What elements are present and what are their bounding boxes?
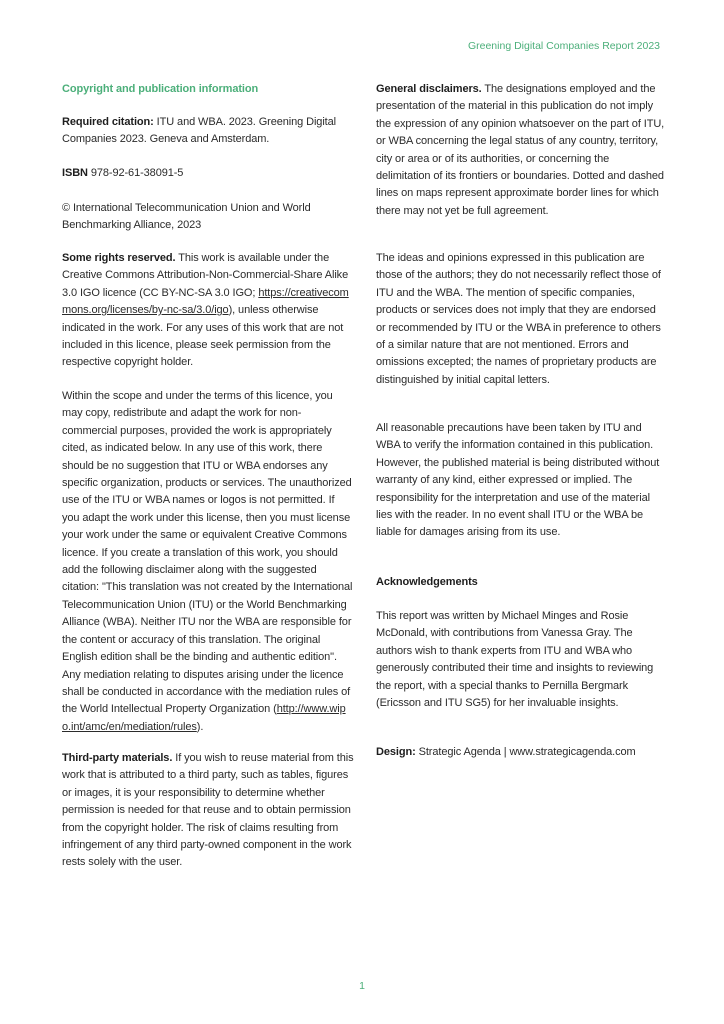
rights-label: Some rights reserved. [62,252,176,264]
design-text: Strategic Agenda | www.strategicagenda.com [415,746,636,758]
design-label: Design: [376,746,416,758]
section-heading: Copyright and publication information [62,83,259,95]
scope-paragraph [62,388,354,736]
running-header: Greening Digital Companies Report 2023 [467,40,660,52]
third-party-label: Third-party materials. [62,752,173,764]
citation-label: Required citation: [62,116,154,128]
design-credit [376,744,666,761]
wipo-link[interactable]: http://www.wipo.int/amc/en/mediation/rules [62,703,346,733]
citation-text: ITU and WBA. 2023. Greening Digital Companies 2023. Geneva and Amsterdam. [62,116,336,146]
page-number: 1 [359,980,365,992]
precautions-paragraph: All reasonable precautions have been taken by ITU and WBA to verify the information contained in this publication. However, the published material is being distributed without warranty of any kind, either expressed or implied. The responsibility for the interpretation and use of the material lies with the reader. In no event shall ITU or the WBA be liable for damages arising from its use. [376,422,660,539]
isbn [62,165,354,182]
rights-paragraph [62,250,354,372]
scope-text-after: ). [196,720,204,733]
cc-license-link[interactable]: https://creativecommons.org/licenses/by-nc-sa/3.0/igo [62,286,349,317]
copyright-notice: © International Telecommunication Union and World Benchmarking Alliance, 2023 [62,202,311,232]
general-text: The designations employed and the presentation of the material in this publication do not imply the expression of any opinion whatsoever on the part of ITU, or WBA concerning the legal status of any country, territory, city or area or of its authorities, or concerning the delimitation of its frontiers or boundaries. Dotted and dashed lines on maps represent approximate border lines for which there may not yet be full agreement. [376,83,665,217]
acknowledgements-title: Acknowledgements [376,576,478,588]
rights-text: This work is available under the Creative Commons Attribution-Non-Commercial-Share Alike 3.0 IGO licence (CC BY-NC-SA 3.0 IGO; [62,252,349,299]
acknowledgements-heading [376,574,666,591]
general-disclaimers [376,81,666,220]
isbn-label: ISBN [62,167,88,179]
scope-text: Within the scope and under the terms of this licence, you may copy, redistribute and adapt the work for non-commercial purposes, provided the work is appropriately cited, as indicated below. In any use of this work, there should be no suggestion that ITU or WBA endorses any specific organization, products or services. The unauthorized use of the ITU or WBA names or logos is not permitted. If you adapt the work under this license, then you must license your work under the same or equivalent Creative Commons licence. If you create a translation of this work, you should add the following disclaimer along with the suggested citation: "This translation was not created by the International Telecommunication Union (ITU) or the World Benchmarking Alliance (WBA). Neither ITU nor the WBA are responsible for the content or accuracy of this translation. The original English edition shall be the binding and authentic edition". Any mediation relating to disputes arising under the licence shall be conducted in accordance with the mediation rules of the World Intellectual Property Organization ( [62,390,353,716]
ideas-paragraph: The ideas and opinions expressed in this publication are those of the authors; they do not necessarily reflect those of ITU and the WBA. The mention of specific companies, products or services does not imply that they are endorsed or recommended by ITU or the WBA in preference to others of a similar nature that are not mentioned. Errors and omissions excepted; the names of proprietary products are distinguished by initial capital letters. [376,252,661,386]
third-party-text: If you wish to reuse material from this work that is attributed to a third party, such as tables, figures or images, it is your responsibility to determine whether permission is needed for that reuse and to obtain permission from the copyright holder. The risk of claims resulting from infringement of any third party-owned component in the work rests solely with the user. [62,752,354,869]
acknowledgements-text: This report was written by Michael Minges and Rosie McDonald, with contributions from Vanessa Gray. The authors wish to thank experts from ITU and WBA who generously contributed their time and insights to reviewing the report, with a special thanks to Pernilla Bergmark (Ericsson and ITU SG5) for her invaluable insights. [376,610,654,710]
third-party-paragraph [62,750,354,872]
isbn-value: 978-92-61-38091-5 [87,167,184,179]
rights-text-after: ), unless otherwise indicated in the work. For any uses of this work that are not included in this licence, please seek permission from the respective copyright holder. [62,304,344,369]
general-label: General disclaimers. [376,83,482,95]
required-citation [62,114,354,149]
